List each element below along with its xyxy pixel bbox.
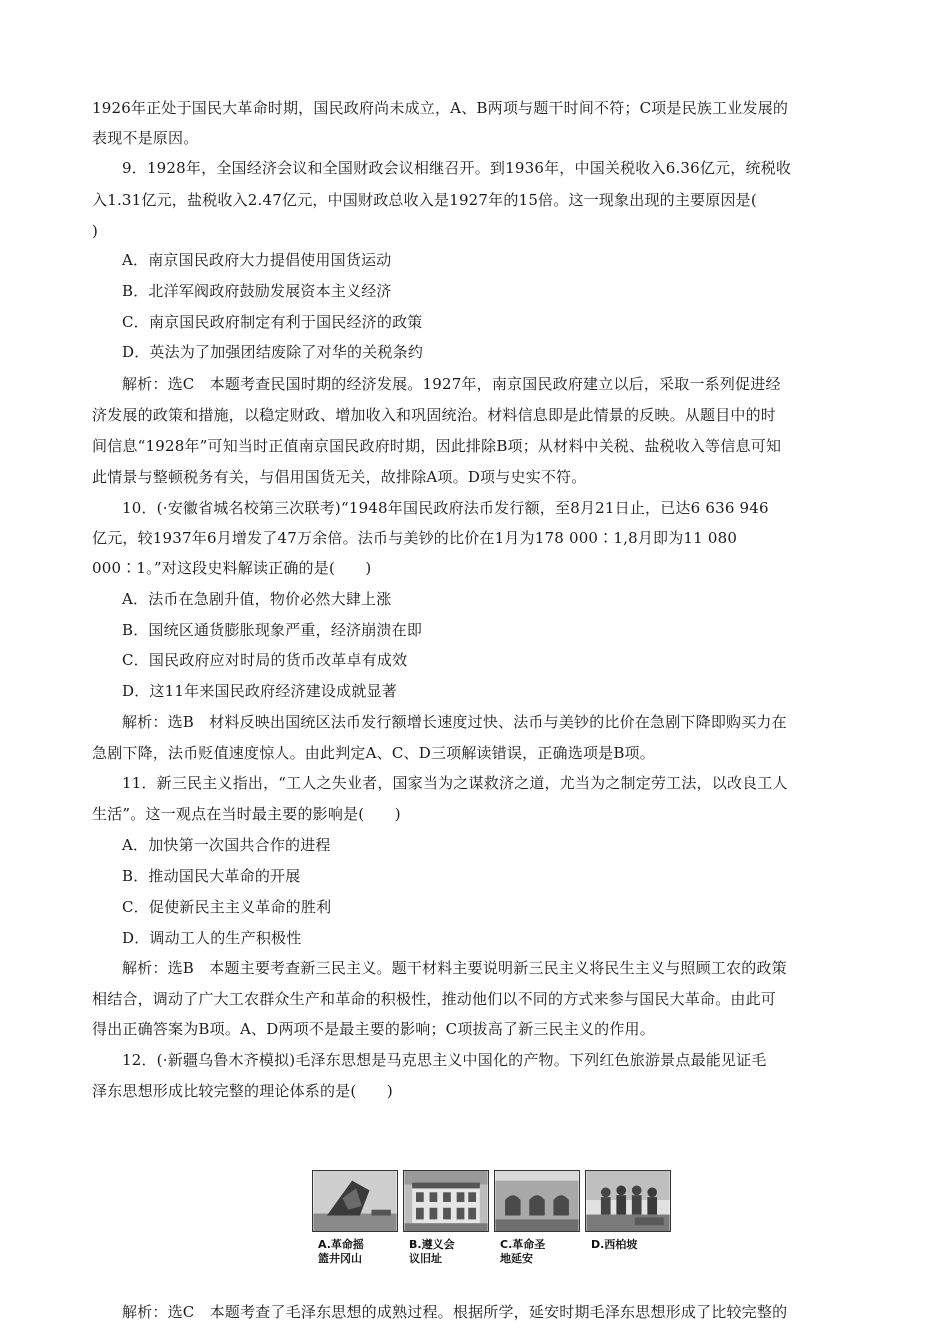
text-line: 亿元，较1937年6月增发了47万余倍。法币与美钞的比价在1月为178 000∶1,8月即为11 080 [92,529,738,547]
option-d: D．调动工人的生产积极性 [122,929,302,947]
text-line: 泽东思想形成比较完整的理论体系的是( ) [92,1082,393,1100]
question-9-stem: 9．1928年，全国经济会议和全国财政会议相继召开。到1936年，中国关税收入6.36亿元，统税收 [122,159,792,177]
option-d: D．英法为了加强团结废除了对华的关税条约 [122,343,424,361]
text-line: 间信息“1928年”可知当时正值南京国民政府时期，因此排除B项；从材料中关税、盐税收入等信息可知 [92,437,782,455]
question-12-stem: 12．(·新疆乌鲁木齐模拟)毛泽东思想是马克思主义中国化的产物。下列红色旅游景点最能见证毛 [122,1051,767,1069]
monument-photo-icon [312,1170,398,1232]
answer-analysis: 解析：选C 本题考查民国时期的经济发展。1927年，南京国民政府建立以后，采取一系列促进经 [122,375,781,393]
cave-dwelling-photo-icon [494,1170,580,1232]
option-a: A．法币在急剧升值，物价必然大肆上涨 [122,590,392,608]
statue-group-photo-icon [585,1170,671,1232]
option-d: D．这11年来国民政府经济建设成就显著 [122,682,397,700]
figure-b [403,1170,489,1266]
option-a: A．加快第一次国共合作的进程 [122,836,331,854]
option-c: C．南京国民政府制定有利于国民经济的政策 [122,313,423,331]
text-line: 生活”。这一观点在当时最主要的影响是( ) [92,805,401,823]
figure-caption: B.遵义会 议旧址 [409,1238,455,1265]
question-11-stem: 11．新三民主义指出，“工人之失业者，国家当为之谋救济之道，尤当为之制定劳工法，以改良工人 [122,774,788,792]
option-b: B．北洋军阀政府鼓励发展资本主义经济 [122,282,392,300]
text-line: 入1.31亿元，盐税收入2.47亿元，中国财政总收入是1927年的15倍。这一现象出现的主要原因是( [92,191,757,209]
text-line: ) [92,222,99,240]
building-photo-icon [403,1170,489,1232]
text-line: 表现不是原因。 [92,129,199,147]
text-line: 000∶1。”对这段史料解读正确的是( ) [92,559,372,577]
text-line: 相结合，调动了广大工农群众生产和革命的积极性，推动他们以不同的方式来参与国民大革命。由此可 [92,990,777,1008]
figure-d [585,1170,671,1252]
option-b: B．推动国民大革命的开展 [122,867,301,885]
text-line: 1926年正处于国民大革命时期，国民政府尚未成立，A、B两项与题干时间不符；C项是民族工业发展的 [92,99,789,117]
figure-caption: A.革命摇 篮井冈山 [318,1238,364,1265]
option-c: C．国民政府应对时局的货币改革卓有成效 [122,651,408,669]
figure-row [312,1170,672,1280]
question-10-stem: 10．(·安徽省城名校第三次联考)“1948年国民政府法币发行额，至8月21日止，已达6 636 946 [122,499,769,517]
text-line: 急剧下降，法币贬值速度惊人。由此判定A、C、D三项解读错误，正确选项是B项。 [92,744,655,762]
answer-analysis: 解析：选C 本题考查了毛泽东思想的成熟过程。根据所学，延安时期毛泽东思想形成了比较完整的 [122,1303,788,1321]
option-c: C．促使新民主主义革命的胜利 [122,898,332,916]
option-b: B．国统区通货膨胀现象严重，经济崩溃在即 [122,621,423,639]
figure-caption: D.西柏坡 [591,1238,638,1251]
figure-a [312,1170,398,1266]
figure-c [494,1170,580,1266]
answer-analysis: 解析：选B 本题主要考查新三民主义。题干材料主要说明新三民主义将民生主义与照顾工农的政策 [122,959,787,977]
option-a: A．南京国民政府大力提倡使用国货运动 [122,251,392,269]
figure-caption: C.革命圣 地延安 [500,1238,546,1265]
text-line: 此情景与整顿税务有关，与倡用国货无关，故排除A项。D项与史实不符。 [92,468,587,486]
text-line: 济发展的政策和措施，以稳定财政、增加收入和巩固统治。材料信息即是此情景的反映。从题目中的时 [92,406,777,424]
answer-analysis: 解析：选B 材料反映出国统区法币发行额增长速度过快、法币与美钞的比价在急剧下降即购买力在 [122,713,787,731]
text-line: 得出正确答案为B项。A、D两项不是最主要的影响；C项拔高了新三民主义的作用。 [92,1020,655,1038]
